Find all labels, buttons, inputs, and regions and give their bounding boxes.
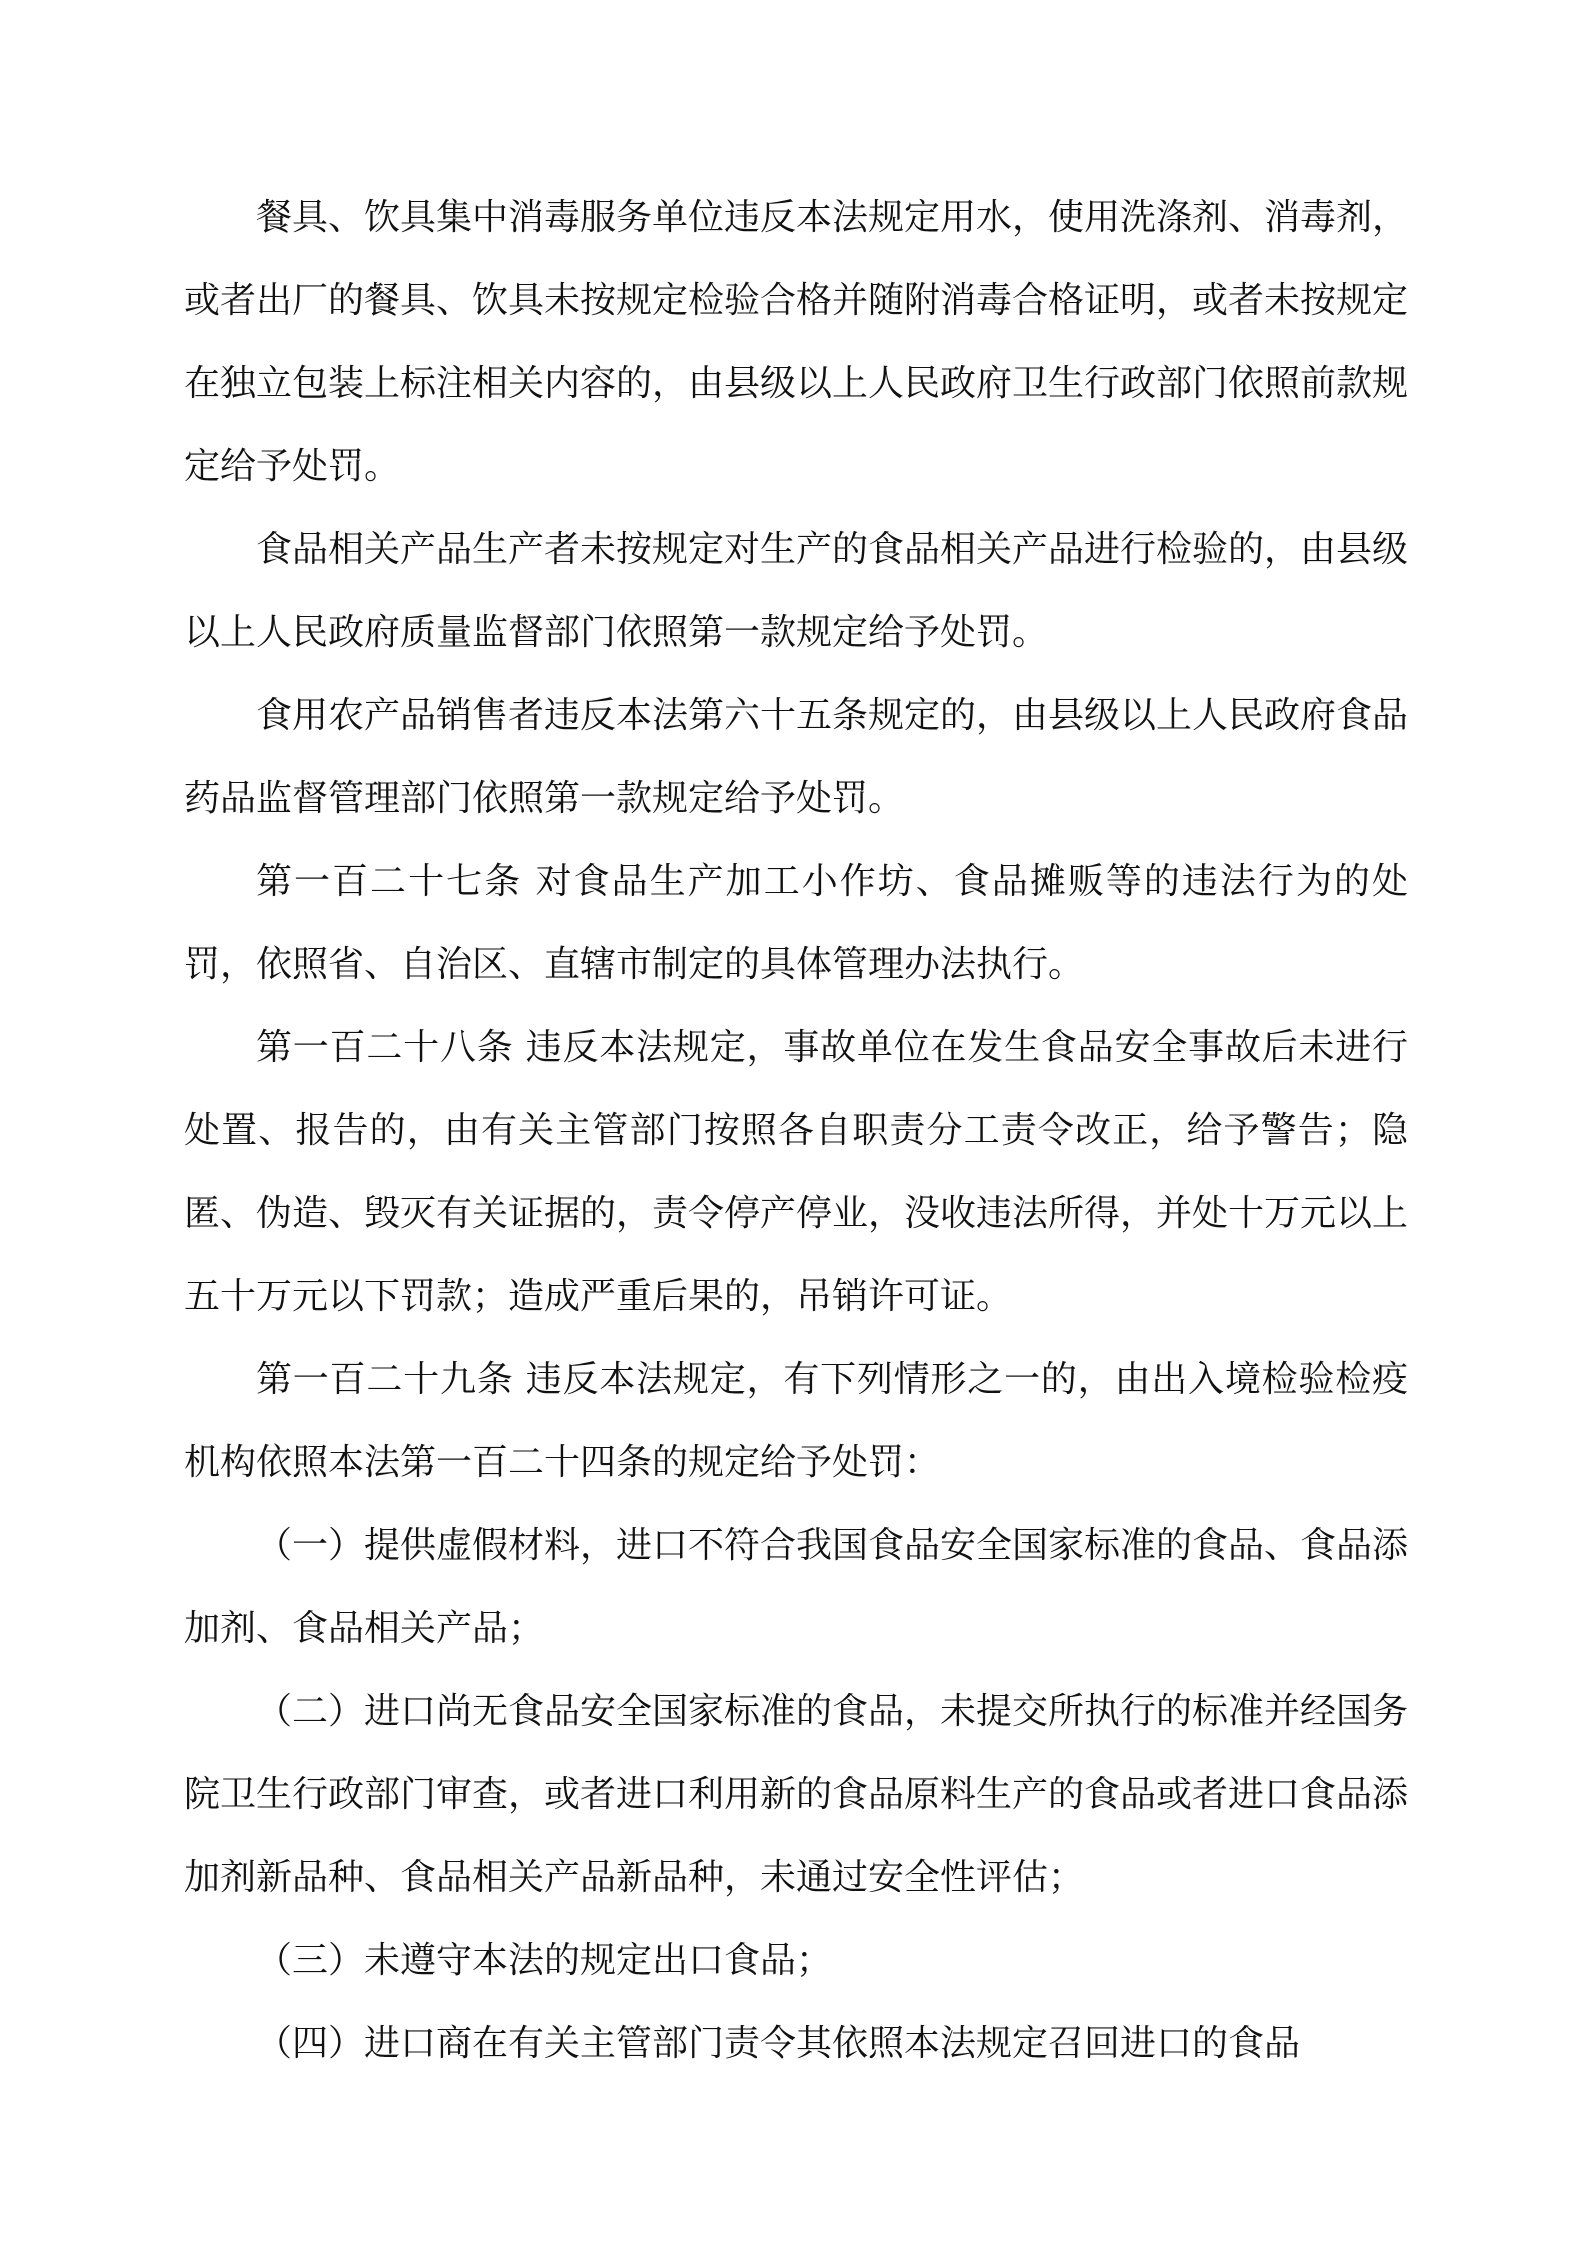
article-129-item-2: （二）进口尚无食品安全国家标准的食品，未提交所执行的标准并经国务院卫生行政部门审查，或者进口利用新的食品原料生产的食品或者进口食品添加剂新品种、食品相关产品新品种，未通过安全性评估； <box>184 1691 1409 1898</box>
paragraph-food-related-products: 食品相关产品生产者未按规定对生产的食品相关产品进行检验的，由县级以上人民政府质量监督部门依照第一款规定给予处罚。 <box>184 529 1409 653</box>
paragraph-tableware-disinfection: 餐具、饮具集中消毒服务单位违反本法规定用水，使用洗涤剂、消毒剂，或者出厂的餐具、饮具未按规定检验合格并随附消毒合格证明，或者未按规定在独立包装上标注相关内容的，由县级以上人民政府卫生行政部门依照前款规定给予处罚。 <box>184 197 1409 487</box>
article-129-item-3: （三）未遵守本法的规定出口食品； <box>256 1940 833 1981</box>
article-129: 第一百二十九条 违反本法规定，有下列情形之一的，由出入境检验检疫机构依照本法第一百二十四条的规定给予处罚： <box>184 1359 1408 1483</box>
article-128: 第一百二十八条 违反本法规定，事故单位在发生食品安全事故后未进行处置、报告的，由有关主管部门按照各自职责分工责令改正，给予警告；隐匿、伪造、毁灭有关证据的，责令停产停业，没收违法所得，并处十万元以上五十万元以下罚款；造成严重后果的，吊销许可证。 <box>184 1027 1409 1317</box>
article-127: 第一百二十七条 对食品生产加工小作坊、食品摊贩等的违法行为的处罚，依照省、自治区、直辖市制定的具体管理办法执行。 <box>184 861 1408 985</box>
document-body <box>184 176 1408 2085</box>
article-129-item-4: （四）进口商在有关主管部门责令其依照本法规定召回进口的食品 <box>256 2023 1301 2064</box>
article-129-item-1: （一）提供虚假材料，进口不符合我国食品安全国家标准的食品、食品添加剂、食品相关产品； <box>184 1525 1409 1649</box>
paragraph-agricultural-sellers: 食用农产品销售者违反本法第六十五条规定的，由县级以上人民政府食品药品监督管理部门依照第一款规定给予处罚。 <box>184 695 1409 819</box>
